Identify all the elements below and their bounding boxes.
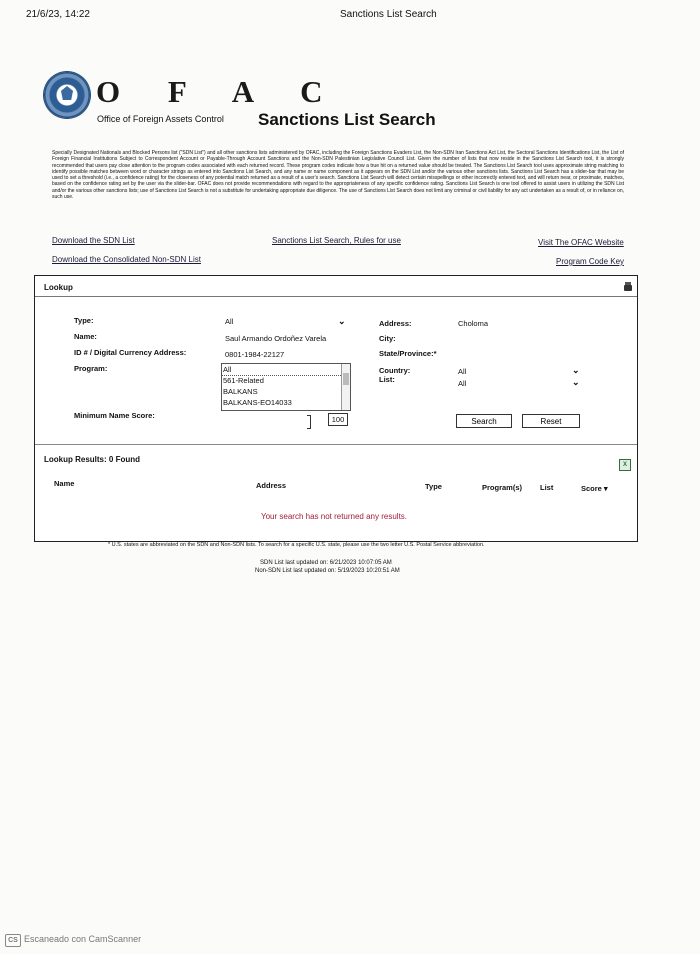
results-header: [35, 444, 637, 467]
score-slider-handle[interactable]: [307, 415, 311, 429]
program-label: Program:: [74, 364, 108, 373]
listbox-scrollbar[interactable]: [341, 364, 350, 410]
column-type[interactable]: Type: [425, 482, 442, 491]
country-label: Country:: [379, 366, 411, 375]
program-option[interactable]: BALKANS: [223, 387, 258, 396]
city-label: City:: [379, 334, 396, 343]
id-input[interactable]: 0801-1984-22127: [225, 350, 285, 359]
ofac-logo-text: O F A C: [96, 74, 343, 109]
page-title: Sanctions List Search: [258, 110, 436, 129]
sdn-update-date: SDN List last updated on: 6/21/2023 10:07:05 AM: [260, 560, 392, 566]
camscanner-logo-icon: CS: [5, 934, 21, 947]
name-input[interactable]: Saul Armando Ordoñez Varela: [225, 334, 327, 343]
program-code-key-link[interactable]: Program Code Key: [556, 257, 625, 266]
state-label: State/Province:*: [379, 349, 437, 358]
program-option[interactable]: BALKANS-EO14033: [223, 398, 292, 407]
scanner-text: Escaneado con CamScanner: [24, 934, 142, 944]
address-input[interactable]: Choloma: [458, 319, 489, 328]
nonsdn-update-date: Non-SDN List last updated on: 5/19/2023 10:20:51 AM: [255, 568, 400, 574]
agency-name: Office of Foreign Assets Control: [97, 114, 224, 124]
search-button[interactable]: Search: [456, 414, 512, 428]
results-title: Lookup Results: 0 Found: [44, 455, 140, 464]
program-option[interactable]: All: [222, 364, 350, 375]
min-score-label: Minimum Name Score:: [74, 411, 155, 420]
chevron-down-icon[interactable]: ⌄: [572, 365, 580, 375]
disclaimer-text: Specially Designated Nationals and Blocked Persons list ("SDN List") and all other sanctions lists administered by OFAC, including the Foreign Sanctions Evaders List, the Non-SDN Iran Sanctions Act List, the Sectoral Sanctions Identifications List, the List of Foreign Financial Institutions Subject to Correspondent Account or Payable-Through Account Sanctions and the Non-SDN Palestinian Legislative Council List. Given the number of lists that now reside in the Sanctions List Search tool, it is strongly recommended that users pay close attention to the program codes associated with each returned record. These program codes indicate how a true hit on a returned value should be treated. The Sanctions List Search tool uses approximate string matching to identify possible matches between word or character strings as entered into Sanctions List Search, and any name or name component as it appears on the SDN List and/or the various other sanctions lists. Sanctions List Search has a slider-bar that may be used to set a threshold (i.e., a confidence rating) for the closeness of any potential match returned as a result of a user's search. Sanctions List Search will detect certain misspellings or other incorrectly entered text, and will return near, or proximate, matches, based on the confidence rating set by the user via the slider-bar. OFAC does not provide recommendations with regard to the appropriateness of any specific confidence rating. Sanctions List Search is one tool offered to assist users in utilizing the SDN List and/or the various other sanctions lists; use of Sanctions List Search is not a substitute for undertaking appropriate due diligence. The use of Sanctions List Search does not limit any criminal or civil liability for any act undertaken as a result of, or in reliance on, such use.: [52, 150, 624, 201]
print-page-title: Sanctions List Search: [340, 9, 437, 20]
id-label: ID # / Digital Currency Address:: [74, 348, 187, 357]
rules-link[interactable]: Sanctions List Search, Rules for use: [272, 236, 401, 245]
lookup-panel: [34, 275, 638, 542]
reset-button[interactable]: Reset: [522, 414, 580, 428]
list-label: List:: [379, 375, 395, 384]
type-label: Type:: [74, 316, 94, 325]
min-score-input[interactable]: 100: [328, 413, 348, 426]
name-label: Name:: [74, 332, 97, 341]
column-address[interactable]: Address: [256, 481, 287, 490]
type-select[interactable]: All: [225, 317, 234, 326]
lookup-title: Lookup: [44, 283, 73, 292]
print-icon[interactable]: [624, 285, 632, 291]
scanner-watermark: [5, 934, 141, 947]
download-sdn-link[interactable]: Download the SDN List: [52, 236, 135, 245]
list-select[interactable]: All: [458, 379, 467, 388]
scrollbar-thumb[interactable]: [343, 373, 349, 385]
column-name[interactable]: Name: [54, 479, 75, 488]
visit-ofac-link[interactable]: Visit The OFAC Website: [538, 238, 624, 247]
empty-results-message: Your search has not returned any results.: [261, 512, 408, 521]
program-option[interactable]: 561-Related: [223, 376, 264, 385]
chevron-down-icon[interactable]: ⌄: [572, 377, 580, 387]
program-listbox[interactable]: [221, 363, 351, 411]
export-excel-icon[interactable]: X: [619, 459, 631, 471]
chevron-down-icon[interactable]: ⌄: [338, 316, 346, 326]
lookup-header: [35, 276, 637, 297]
print-date: 21/6/23, 14:22: [26, 9, 90, 20]
country-select[interactable]: All: [458, 367, 467, 376]
column-score[interactable]: Score ▾: [581, 484, 608, 493]
download-nonsdn-link[interactable]: Download the Consolidated Non-SDN List: [52, 255, 201, 264]
column-programs[interactable]: Program(s): [482, 483, 523, 492]
state-abbreviation-note: * U.S. states are abbreviated on the SDN and Non-SDN lists. To search for a specific U.S. state, please use the two letter U.S. Postal Service abbreviation.: [108, 542, 485, 548]
column-list[interactable]: List: [540, 483, 554, 492]
address-label: Address:: [379, 319, 412, 328]
